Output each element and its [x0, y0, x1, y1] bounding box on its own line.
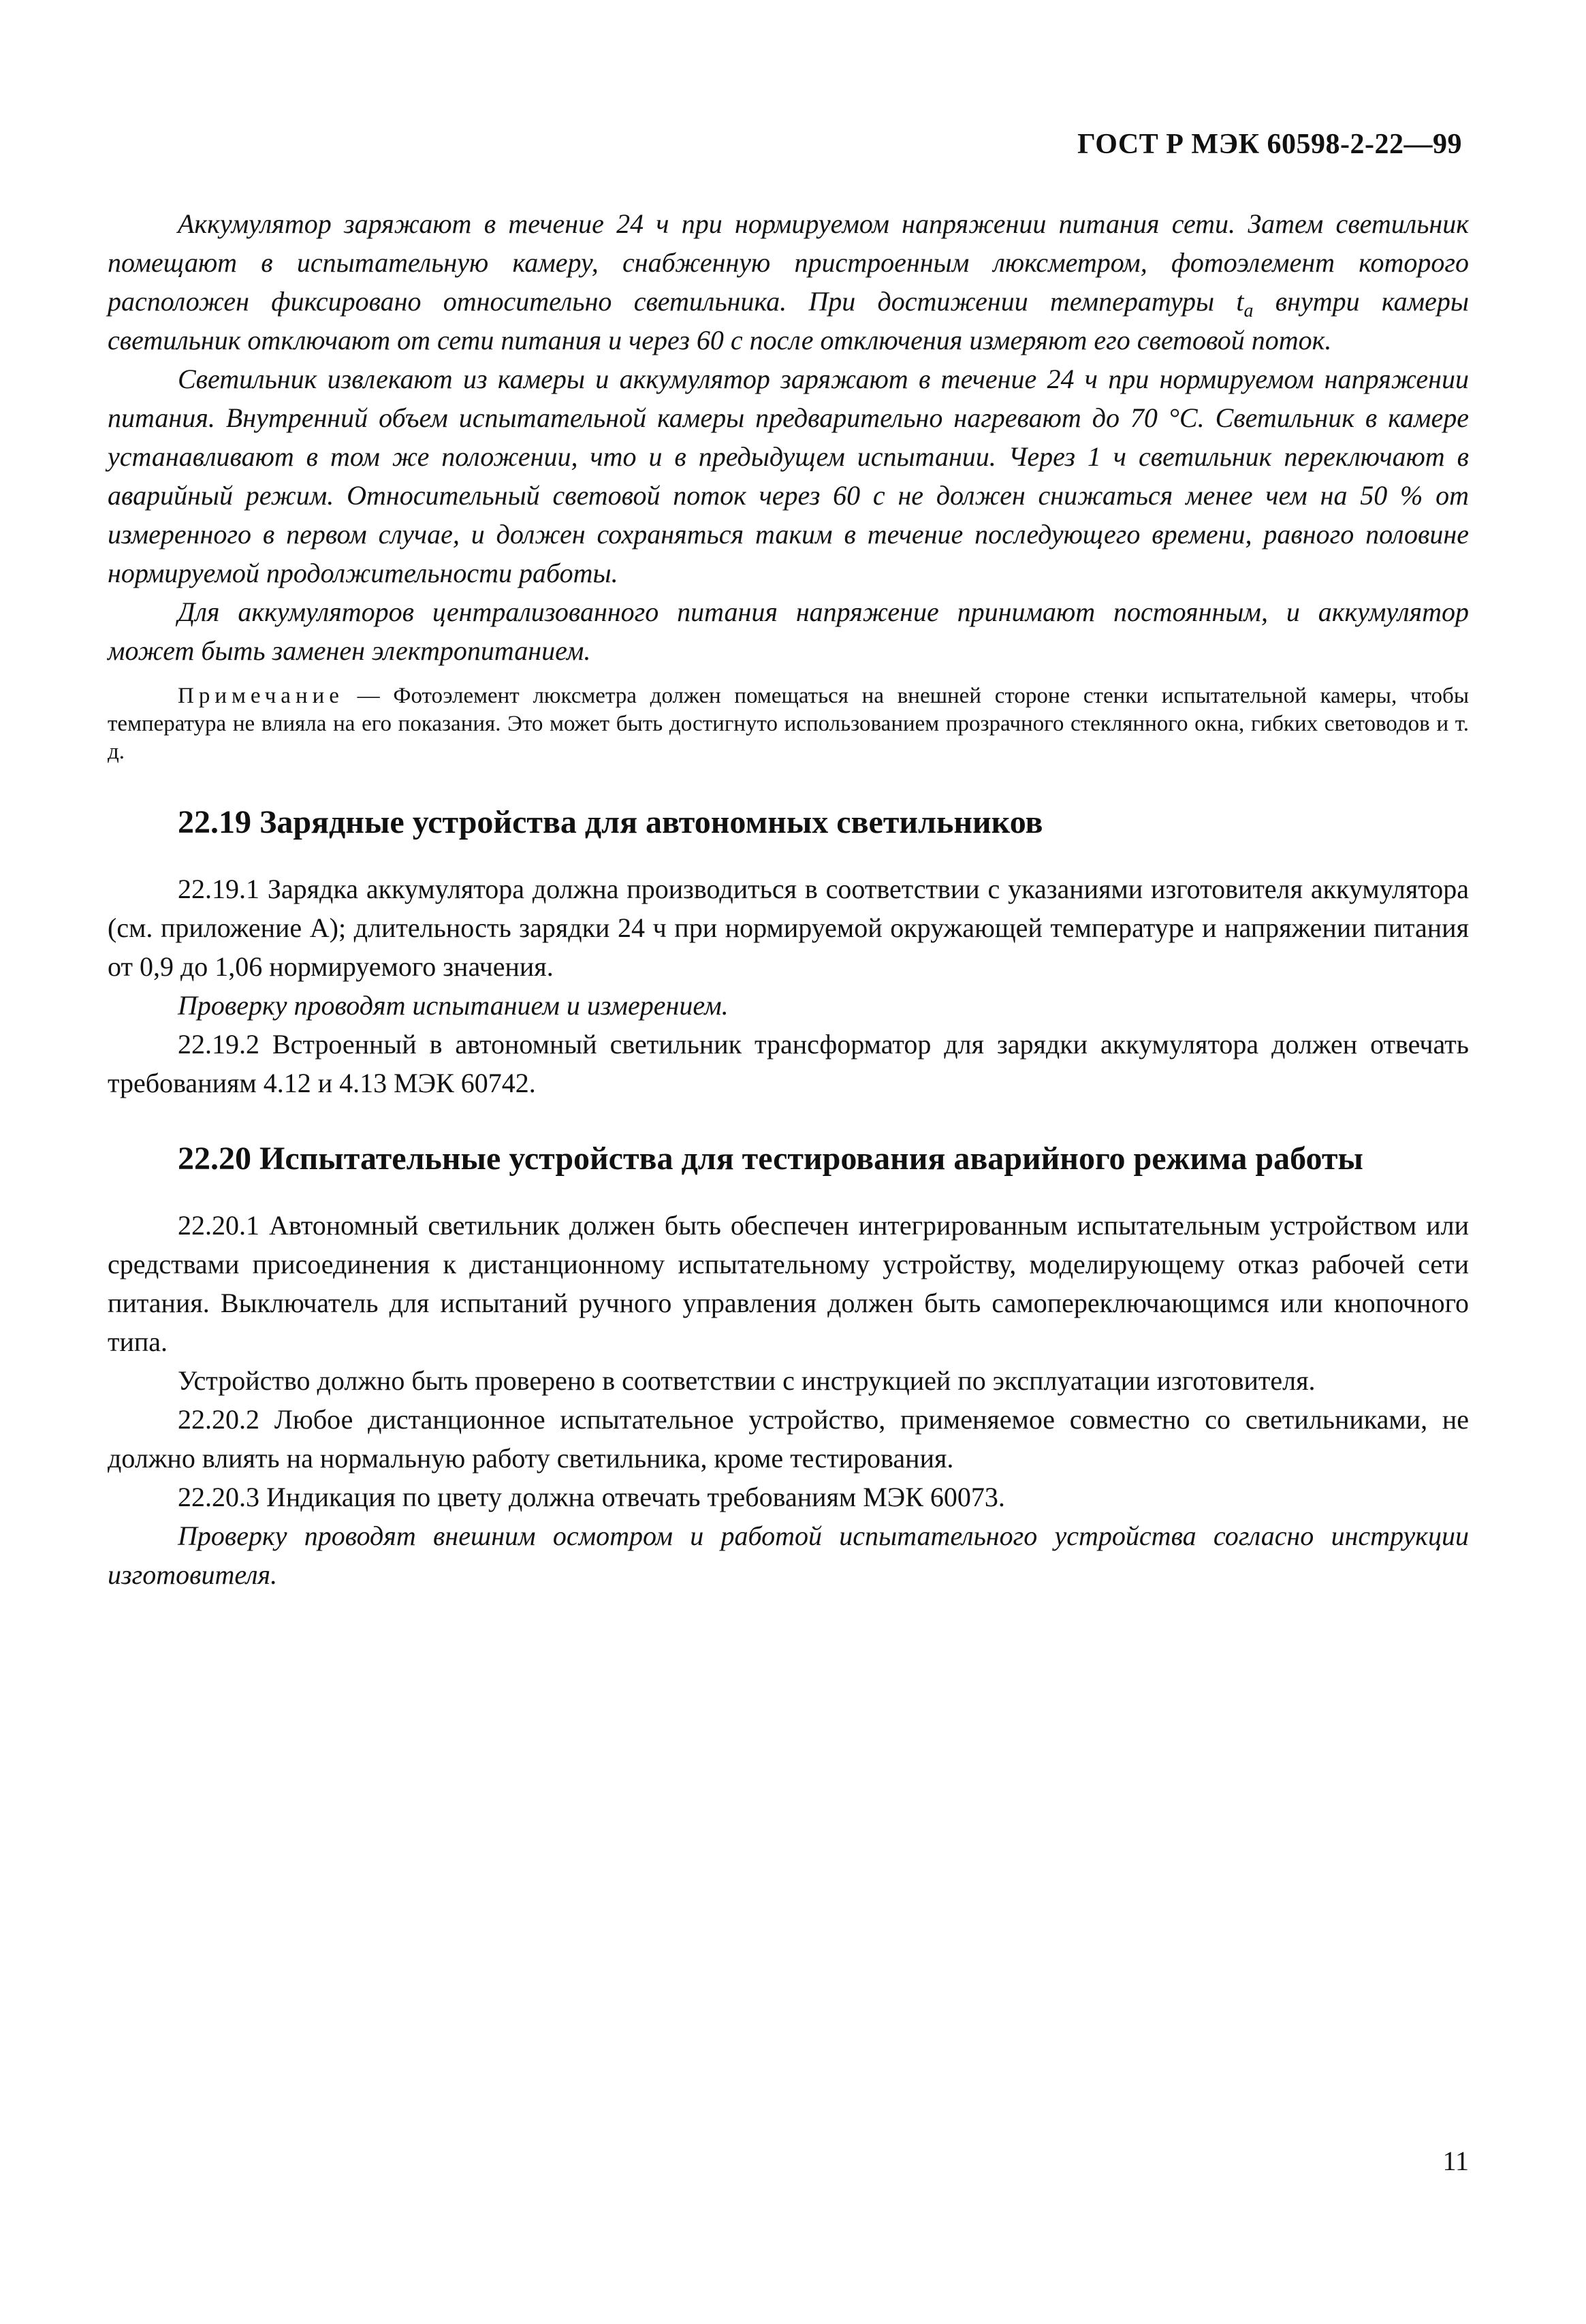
- clause-22-20-3: 22.20.3 Индикация по цвету должна отвечать требованиям МЭК 60073.: [178, 1482, 1005, 1512]
- note-block: [108, 682, 1469, 766]
- clause-22-20-check: Проверку проводят внешним осмотром и работой испытательного устройства согласно инструкции изготовителя.: [108, 1521, 1469, 1590]
- note-text: — Фотоэлемент люксметра должен помещаться на внешней стороне стенки испытательной камеры, чтобы температура не влияла на его показания. Это может быть достигнуто использованием прозрачного стеклянного окна, гибких световодов и т. д.: [108, 684, 1469, 764]
- clause-22-20-1: 22.20.1 Автономный светильник должен быть обеспечен интегрированным испытательным устройством или средствами присоединения к дистанционному испытательному устройству, моделирующему отказ рабочей сети питания. Выключатель для испытаний ручного управления должен быть самопереключающимся или кнопочного типа.: [108, 1210, 1469, 1357]
- document-body: [108, 204, 1469, 1594]
- intro-paragraph-2: Светильник извлекают из камеры и аккумулятор заряжают в течение 24 ч при нормируемом напряжении питания. Внутренний объем испытательной камеры предварительно нагревают до 70 °С. Светильник в камере устанавливают в том же положении, что и в предыдущем испытании. Через 1 ч светильник переключают в аварийный режим. Относительный световой поток через 60 с не должен снижаться менее чем на 50 % от измеренного в первом случае, и должен сохраняться таким в течение последующего времени, равного половине нормируемой продолжительности работы.: [108, 364, 1469, 588]
- clause-22-20-2: 22.20.2 Любое дистанционное испытательное устройство, применяемое совместно со светильниками, не должно влиять на нормальную работу светильника, кроме тестирования.: [108, 1404, 1469, 1474]
- page-header-standard: ГОСТ Р МЭК 60598-2-22—99: [1077, 129, 1462, 160]
- intro-paragraph-1: Аккумулятор заряжают в течение 24 ч при нормируемом напряжении питания сети. Затем светильник помещают в испытательную камеру, снабженную пристроенным люксметром, фотоэлемент которого расположен фиксировано относительно светильника. При достижении температуры $t_a$ внутри камеры светильник отключают от сети питания и через 60 с после отключения измеряют его световой поток.: [108, 208, 1470, 355]
- page-number: 11: [1442, 2146, 1469, 2176]
- clause-22-19-2: 22.19.2 Встроенный в автономный светильник трансформатор для зарядки аккумулятора должен отвечать требованиям 4.12 и 4.13 МЭК 60742.: [108, 1029, 1469, 1098]
- note-label: Примечание: [178, 684, 344, 708]
- clause-22-20-1-verification: Устройство должно быть проверено в соответствии с инструкцией по эксплуатации изготовителя.: [178, 1365, 1316, 1396]
- intro-paragraph-3: Для аккумуляторов централизованного питания напряжение принимают постоянным, и аккумулятор может быть заменен электропитанием.: [108, 596, 1469, 666]
- clause-22-19-1-check: Проверку проводят испытанием и измерением.: [178, 990, 729, 1021]
- section-22-20-heading: 22.20 Испытательные устройства для тестирования аварийного режима работы: [178, 1141, 1363, 1177]
- section-22-19-heading: 22.19 Зарядные устройства для автономных светильников: [178, 804, 1043, 840]
- clause-22-19-1: 22.19.1 Зарядка аккумулятора должна производиться в соответствии с указаниями изготовителя аккумулятора (см. приложение А); длительность зарядки 24 ч при нормируемой окружающей температуре и напряжении питания от 0,9 до 1,06 нормируемого значения.: [108, 874, 1469, 982]
